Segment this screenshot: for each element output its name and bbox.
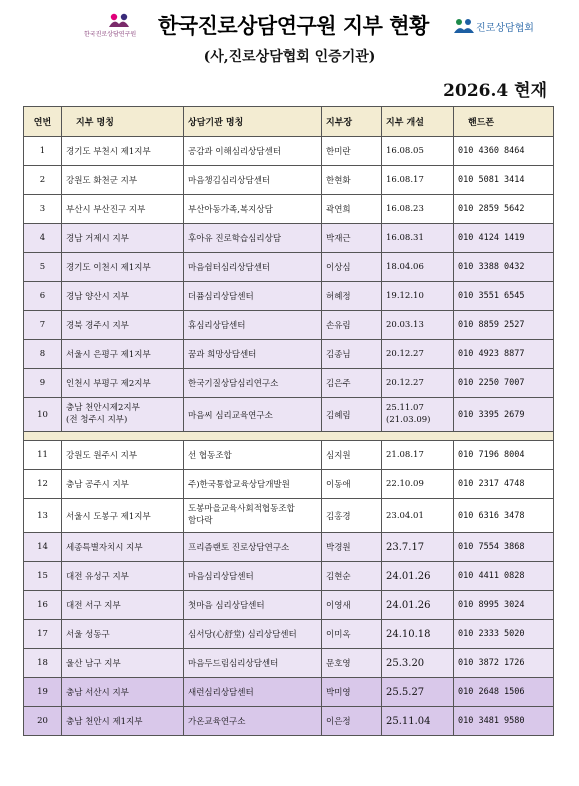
branch-head: 문호영 — [322, 649, 382, 678]
table-row — [24, 707, 554, 736]
phone-number: 010 2859 5642 — [454, 195, 554, 224]
opened-date: 23.04.01 — [382, 499, 454, 533]
center-name: 마음쉼터심리상담센터 — [184, 253, 322, 282]
row-number: 15 — [24, 562, 62, 591]
table-row — [24, 620, 554, 649]
separator-cell — [24, 432, 554, 441]
branch-head: 김종님 — [322, 340, 382, 369]
branch-name: 부산시 부산진구 지부 — [62, 195, 184, 224]
branch-name: 충남 천안시 제1지부 — [62, 707, 184, 736]
opened-date: 18.04.06 — [382, 253, 454, 282]
center-name: 첫마음 심리상담센터 — [184, 591, 322, 620]
branch-head: 이영새 — [322, 591, 382, 620]
center-name: 휴심리상담센터 — [184, 311, 322, 340]
phone-number: 010 8995 3024 — [454, 591, 554, 620]
branch-name-line-1: 충남 천안시제2지부 — [66, 403, 140, 414]
opened-date: 16.08.05 — [382, 137, 454, 166]
page-title: 한국진로상담연구원 지부 현황 — [158, 13, 429, 38]
table-row — [24, 311, 554, 340]
opened-date-line-1: 25.11.07 — [386, 403, 424, 414]
table-header-row — [24, 107, 554, 137]
center-name — [184, 499, 322, 533]
phone-number: 010 2250 7007 — [454, 369, 554, 398]
center-name: 가온교육연구소 — [184, 707, 322, 736]
table-row — [24, 224, 554, 253]
phone-number: 010 7554 3868 — [454, 533, 554, 562]
center-name: 후아유 진로학습심리상담 — [184, 224, 322, 253]
center-name: 주)한국통합교육상담개발원 — [184, 470, 322, 499]
center-name: 프리즘랜토 진로상담연구소 — [184, 533, 322, 562]
opened-date: 24.01.26 — [382, 591, 454, 620]
opened-date: 25.3.20 — [382, 649, 454, 678]
table-row — [24, 470, 554, 499]
branch-head: 한미란 — [322, 137, 382, 166]
as-of-date: 2026.4 현재 — [443, 81, 547, 101]
row-number: 1 — [24, 137, 62, 166]
center-name-line-2: 함다락 — [188, 515, 213, 526]
phone-number: 010 2648 1506 — [454, 678, 554, 707]
opened-date: 25.5.27 — [382, 678, 454, 707]
table-group-2 — [24, 441, 554, 736]
table-row — [24, 166, 554, 195]
opened-date: 22.10.09 — [382, 470, 454, 499]
column-header-phone: 핸드폰 — [454, 107, 554, 137]
branch-name: 서울 성동구 — [62, 620, 184, 649]
column-header-center: 상담기관 명칭 — [184, 107, 322, 137]
table-row — [24, 282, 554, 311]
center-name: 선 협동조합 — [184, 441, 322, 470]
branch-name: 경남 양산시 지부 — [62, 282, 184, 311]
branch-name: 경남 거제시 지부 — [62, 224, 184, 253]
opened-date: 20.12.27 — [382, 369, 454, 398]
table-row — [24, 591, 554, 620]
separator-row — [24, 432, 554, 441]
branch-head: 박미영 — [322, 678, 382, 707]
table-row — [24, 137, 554, 166]
branch-head: 이미옥 — [322, 620, 382, 649]
center-name: 마음챙김심리상담센터 — [184, 166, 322, 195]
opened-date: 24.01.26 — [382, 562, 454, 591]
table-row — [24, 562, 554, 591]
center-name: 더퓸심리상담센터 — [184, 282, 322, 311]
branch-head: 이상심 — [322, 253, 382, 282]
branch-name: 울산 남구 지부 — [62, 649, 184, 678]
center-name: 마음두드림심리상담센터 — [184, 649, 322, 678]
row-number: 10 — [24, 398, 62, 432]
branch-head: 김은주 — [322, 369, 382, 398]
row-number: 13 — [24, 499, 62, 533]
table-row — [24, 369, 554, 398]
row-number: 5 — [24, 253, 62, 282]
branch-head: 이동애 — [322, 470, 382, 499]
opened-date: 20.03.13 — [382, 311, 454, 340]
row-number: 7 — [24, 311, 62, 340]
association-logo-icon — [454, 18, 474, 34]
phone-number: 010 3481 9580 — [454, 707, 554, 736]
page-subtitle: (사,진로상담협회 인증기관) — [203, 49, 376, 65]
kcci-logo — [84, 12, 156, 38]
opened-date: 16.08.23 — [382, 195, 454, 224]
branch-name: 대전 서구 지부 — [62, 591, 184, 620]
row-number: 2 — [24, 166, 62, 195]
opened-date: 21.08.17 — [382, 441, 454, 470]
phone-number: 010 3551 6545 — [454, 282, 554, 311]
branch-name: 충남 공주시 지부 — [62, 470, 184, 499]
row-number: 20 — [24, 707, 62, 736]
opened-date: 19.12.10 — [382, 282, 454, 311]
branch-table — [23, 106, 554, 736]
row-number: 19 — [24, 678, 62, 707]
phone-number: 010 7196 8004 — [454, 441, 554, 470]
document-header — [0, 0, 579, 100]
branch-name: 대전 유성구 지부 — [62, 562, 184, 591]
center-name-line-1: 도봉마을교육사회적협동조합 — [188, 504, 295, 515]
table-row — [24, 441, 554, 470]
group-separator — [24, 432, 554, 441]
branch-head: 박재근 — [322, 224, 382, 253]
branch-name: 강원도 원주시 지부 — [62, 441, 184, 470]
branch-head: 심지원 — [322, 441, 382, 470]
center-name: 심서당(心舒堂) 심리상담센터 — [184, 620, 322, 649]
table-row — [24, 253, 554, 282]
row-number: 11 — [24, 441, 62, 470]
branch-head: 이은정 — [322, 707, 382, 736]
phone-number: 010 4124 1419 — [454, 224, 554, 253]
column-header-opened: 지부 개설 — [382, 107, 454, 137]
branch-name — [62, 398, 184, 432]
opened-date: 23.7.17 — [382, 533, 454, 562]
table-row — [24, 499, 554, 533]
row-number: 3 — [24, 195, 62, 224]
column-header-head: 지부장 — [322, 107, 382, 137]
branch-name: 경기도 이천시 제1지부 — [62, 253, 184, 282]
branch-name: 경북 경주시 지부 — [62, 311, 184, 340]
row-number: 8 — [24, 340, 62, 369]
opened-date: 25.11.04 — [382, 707, 454, 736]
opened-date — [382, 398, 454, 432]
center-name: 마음심리상담센터 — [184, 562, 322, 591]
logo-right-caption: 진로상담협회 — [476, 23, 534, 34]
row-number: 14 — [24, 533, 62, 562]
branch-name: 인천시 부평구 제2지부 — [62, 369, 184, 398]
table-row — [24, 340, 554, 369]
phone-number: 010 3395 2679 — [454, 398, 554, 432]
branch-head: 곽연희 — [322, 195, 382, 224]
branch-head: 허혜정 — [322, 282, 382, 311]
row-number: 18 — [24, 649, 62, 678]
row-number: 16 — [24, 591, 62, 620]
table-row — [24, 195, 554, 224]
column-header-branch: 지부 명칭 — [62, 107, 184, 137]
row-number: 12 — [24, 470, 62, 499]
people-logo-icon — [108, 12, 130, 28]
center-name: 공감과 이해심리상담센터 — [184, 137, 322, 166]
opened-date: 24.10.18 — [382, 620, 454, 649]
phone-number: 010 4923 8877 — [454, 340, 554, 369]
phone-number: 010 4411 0828 — [454, 562, 554, 591]
row-number: 17 — [24, 620, 62, 649]
phone-number: 010 8859 2527 — [454, 311, 554, 340]
branch-head: 김현순 — [322, 562, 382, 591]
opened-date-line-2: (21.03.09) — [386, 414, 431, 425]
branch-head: 손유림 — [322, 311, 382, 340]
table-row — [24, 649, 554, 678]
table-row — [24, 533, 554, 562]
branch-head: 한현화 — [322, 166, 382, 195]
branch-name: 경기도 부천시 제1지부 — [62, 137, 184, 166]
branch-name-line-2: (전 청주시 지부) — [66, 414, 128, 425]
phone-number: 010 3872 1726 — [454, 649, 554, 678]
branch-name: 세종특별자치시 지부 — [62, 533, 184, 562]
table-row — [24, 398, 554, 432]
branch-head: 김홍경 — [322, 499, 382, 533]
opened-date: 16.08.31 — [382, 224, 454, 253]
phone-number: 010 3388 0432 — [454, 253, 554, 282]
branch-head: 김혜림 — [322, 398, 382, 432]
branch-name: 충남 서산시 지부 — [62, 678, 184, 707]
row-number: 6 — [24, 282, 62, 311]
branch-head: 박경원 — [322, 533, 382, 562]
column-header-no: 연번 — [24, 107, 62, 137]
phone-number: 010 4360 8464 — [454, 137, 554, 166]
phone-number: 010 5081 3414 — [454, 166, 554, 195]
phone-number: 010 6316 3478 — [454, 499, 554, 533]
logo-left-caption: 한국진로상담연구원 — [84, 31, 137, 38]
branch-name: 서울시 은평구 제1지부 — [62, 340, 184, 369]
row-number: 9 — [24, 369, 62, 398]
table-row — [24, 678, 554, 707]
opened-date: 20.12.27 — [382, 340, 454, 369]
branch-name: 서울시 도봉구 제1지부 — [62, 499, 184, 533]
row-number: 4 — [24, 224, 62, 253]
phone-number: 010 2317 4748 — [454, 470, 554, 499]
center-name: 꿈과 희망상담센터 — [184, 340, 322, 369]
association-logo — [454, 16, 554, 38]
center-name: 새런심리상담센터 — [184, 678, 322, 707]
table-group-1 — [24, 137, 554, 432]
center-name: 한국기질상담심리연구소 — [184, 369, 322, 398]
branch-name: 강원도 화천군 지부 — [62, 166, 184, 195]
opened-date: 16.08.17 — [382, 166, 454, 195]
center-name: 부산아동가족,복지상담 — [184, 195, 322, 224]
center-name: 마음씨 심리교육연구소 — [184, 398, 322, 432]
phone-number: 010 2333 5020 — [454, 620, 554, 649]
